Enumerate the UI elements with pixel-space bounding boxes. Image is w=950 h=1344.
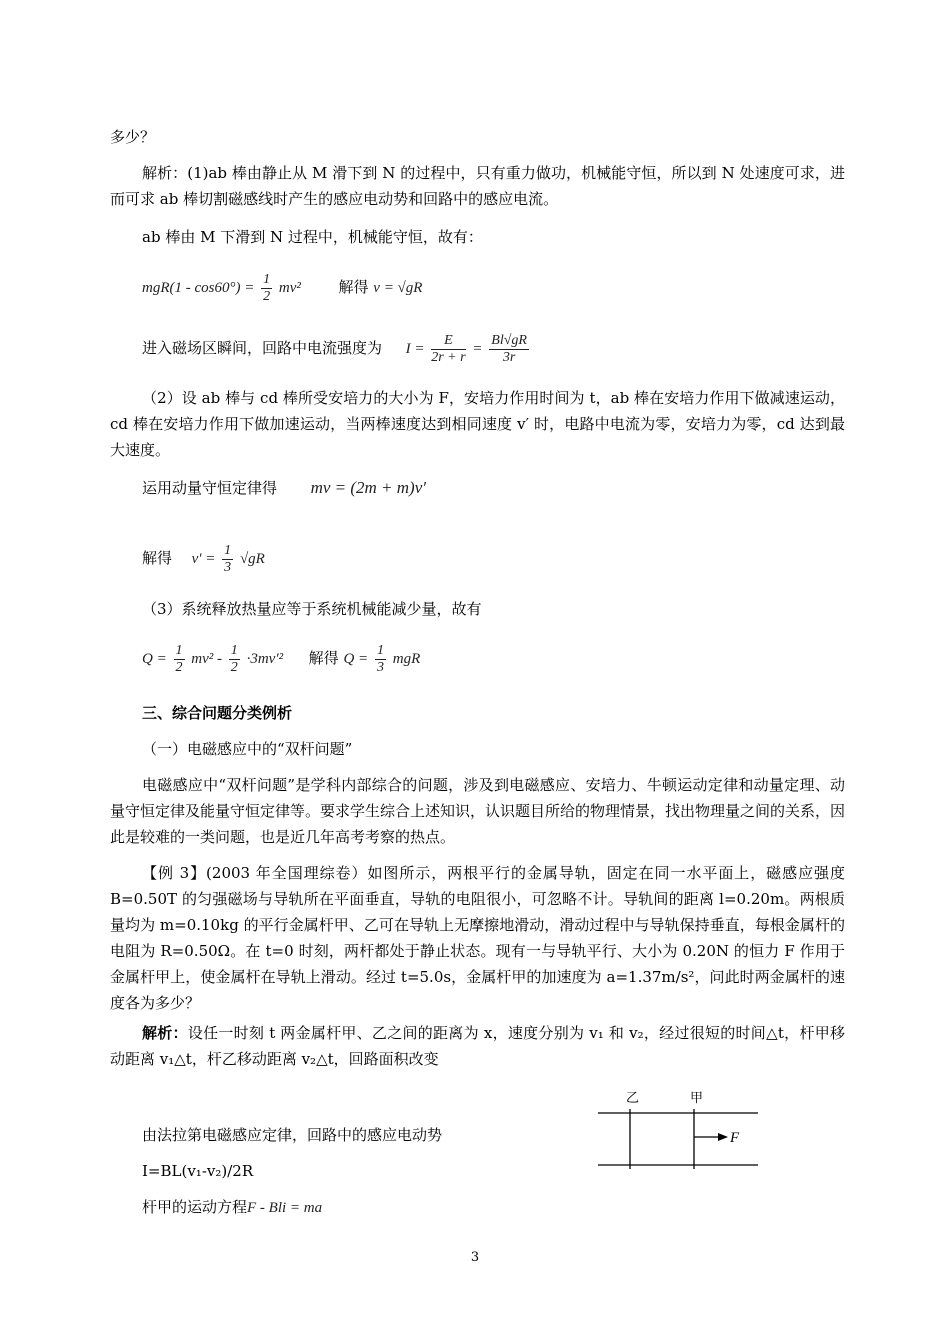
paragraph-example-3: 【例 3】(2003 年全国理综卷）如图所示，两根平行的金属导轨，固定在同一水平面上，磁感应强度 B=0.50T 的匀强磁场与导轨所在平面垂直，导轨的电阻很小，可忽略不计。导轨间的距离 l=0.20m。两根质量均为 m=0.10kg 的平行金属杆甲、乙可在导轨上无摩擦地滑动，滑动过程中与导轨保持垂直，每根金属杆的电阻为 R=0.50Ω。在 t=0 时刻，两杆都处于静止状态。现有一与导轨平行、大小为 0.20N 的恒力 F 作用于金属杆甲上，使金属杆在导轨上滑动。经过 t=5.0s，金属杆甲的加速度为 a=1.37m/s²，问此时两金属杆的速度各为多少？	[110, 864, 845, 1012]
equation-heat	[142, 640, 877, 677]
label-F: F	[730, 1130, 740, 1146]
fraction: $\frac{1}{2}$	[263, 271, 271, 304]
solution-text: 设任一时刻 t 两金属杆甲、乙之间的距离为 x，速度分别为 v₁ 和 v₂，经过很短的时间△t，杆甲移动距离 v₁△t，杆乙移动距离 v₂△t，回路面积改变	[110, 1024, 845, 1068]
fraction: $\frac{Bl√gR}{3r}$	[491, 332, 527, 365]
equation-right: mv²	[278, 280, 301, 296]
label-yi: 乙	[626, 1091, 640, 1106]
equation-left: Q =	[142, 651, 167, 667]
solve-label: 解得	[142, 549, 173, 567]
text-label: 杆甲的运动方程	[142, 1198, 248, 1216]
label-jia: 甲	[690, 1091, 704, 1106]
equation-right: mgR	[392, 651, 421, 667]
text-line: （3）系统释放热量应等于系统机械能减少量，故有	[142, 600, 482, 618]
equation-right: √gR	[239, 551, 265, 567]
solution-label: 解析：	[142, 1024, 188, 1042]
section-heading: 三、综合问题分类例析	[142, 704, 293, 722]
text-line: 多少？	[110, 128, 156, 146]
fraction: $\frac{1}{2}$	[175, 642, 183, 675]
equation-velocity	[142, 540, 877, 577]
equation-momentum	[142, 475, 877, 501]
page-number: 3	[470, 1250, 480, 1265]
equals-sign: =	[472, 341, 483, 357]
equation: mv = (2m + m)v′	[310, 478, 426, 497]
paragraph-intro: 电磁感应中“双杆问题”是学科内部综合的问题，涉及到电磁感应、安培力、牛顿运动定律和动量定理、动量守恒定律及能量守恒定律等。要求学生综合上述知识，认识题目所给的物理情景，找出物理量之间的关系，因此是较难的一类问题，也是近几年高考考察的热点。	[110, 776, 846, 846]
paragraph-part-2: （2）设 ab 棒与 cd 棒所受安培力的大小为 F，安培力作用时间为 t，ab 棒在安培力作用下做减速运动，cd 棒在安培力作用下做加速运动，当两棒速度达到相同速度 v′ 时，电路中电流为零，安培力为零，cd 达到最大速度。	[110, 389, 845, 459]
text-label: 运用动量守恒定律得	[142, 479, 278, 497]
force-arrow-head	[718, 1133, 728, 1141]
equation-left: mgR(1 - cos60°) =	[142, 280, 255, 296]
fraction: $\frac{E}{2r + r}$	[431, 332, 466, 365]
equation-motion	[142, 1194, 877, 1221]
subsection-heading: （一）电磁感应中的“双杆问题”	[142, 740, 353, 758]
equation-left: v′ =	[191, 551, 216, 567]
equation-current	[142, 330, 877, 367]
fraction: $\frac{1}{2}$	[230, 642, 238, 675]
paragraph-solution-1: 解析：(1)ab 棒由静止从 M 滑下到 N 的过程中，只有重力做功，机械能守恒，所以到 N 处速度可求，进而可求 ab 棒切割磁感线时产生的感应电动势和回路中的感应电流。	[110, 164, 845, 208]
equation-middle: mv² -	[191, 651, 223, 667]
equation-solution: v = √gR	[373, 280, 423, 296]
equation-current-expression: I=BL(v₁-v₂)/2R	[142, 1162, 254, 1180]
text-line: 由法拉第电磁感应定律，回路中的感应电动势	[142, 1126, 443, 1144]
equation-left: I =	[405, 341, 425, 357]
fraction: $\frac{1}{3}$	[376, 642, 384, 675]
paragraph-solution-3	[110, 1020, 845, 1072]
rails-diagram	[590, 1085, 770, 1180]
solve-label: 解得	[308, 649, 339, 667]
equation-right: ·3mv′²	[246, 651, 284, 667]
text-line: ab 棒由 M 下滑到 N 过程中，机械能守恒，故有：	[142, 228, 483, 246]
solve-label: 解得	[338, 278, 369, 296]
equation-energy	[142, 270, 877, 305]
equation: F - Bli = ma	[247, 1200, 323, 1216]
text-label: 进入磁场区瞬间，回路中电流强度为	[142, 339, 383, 357]
equation-left: Q =	[343, 651, 369, 667]
fraction: $\frac{1}{3}$	[224, 542, 232, 575]
